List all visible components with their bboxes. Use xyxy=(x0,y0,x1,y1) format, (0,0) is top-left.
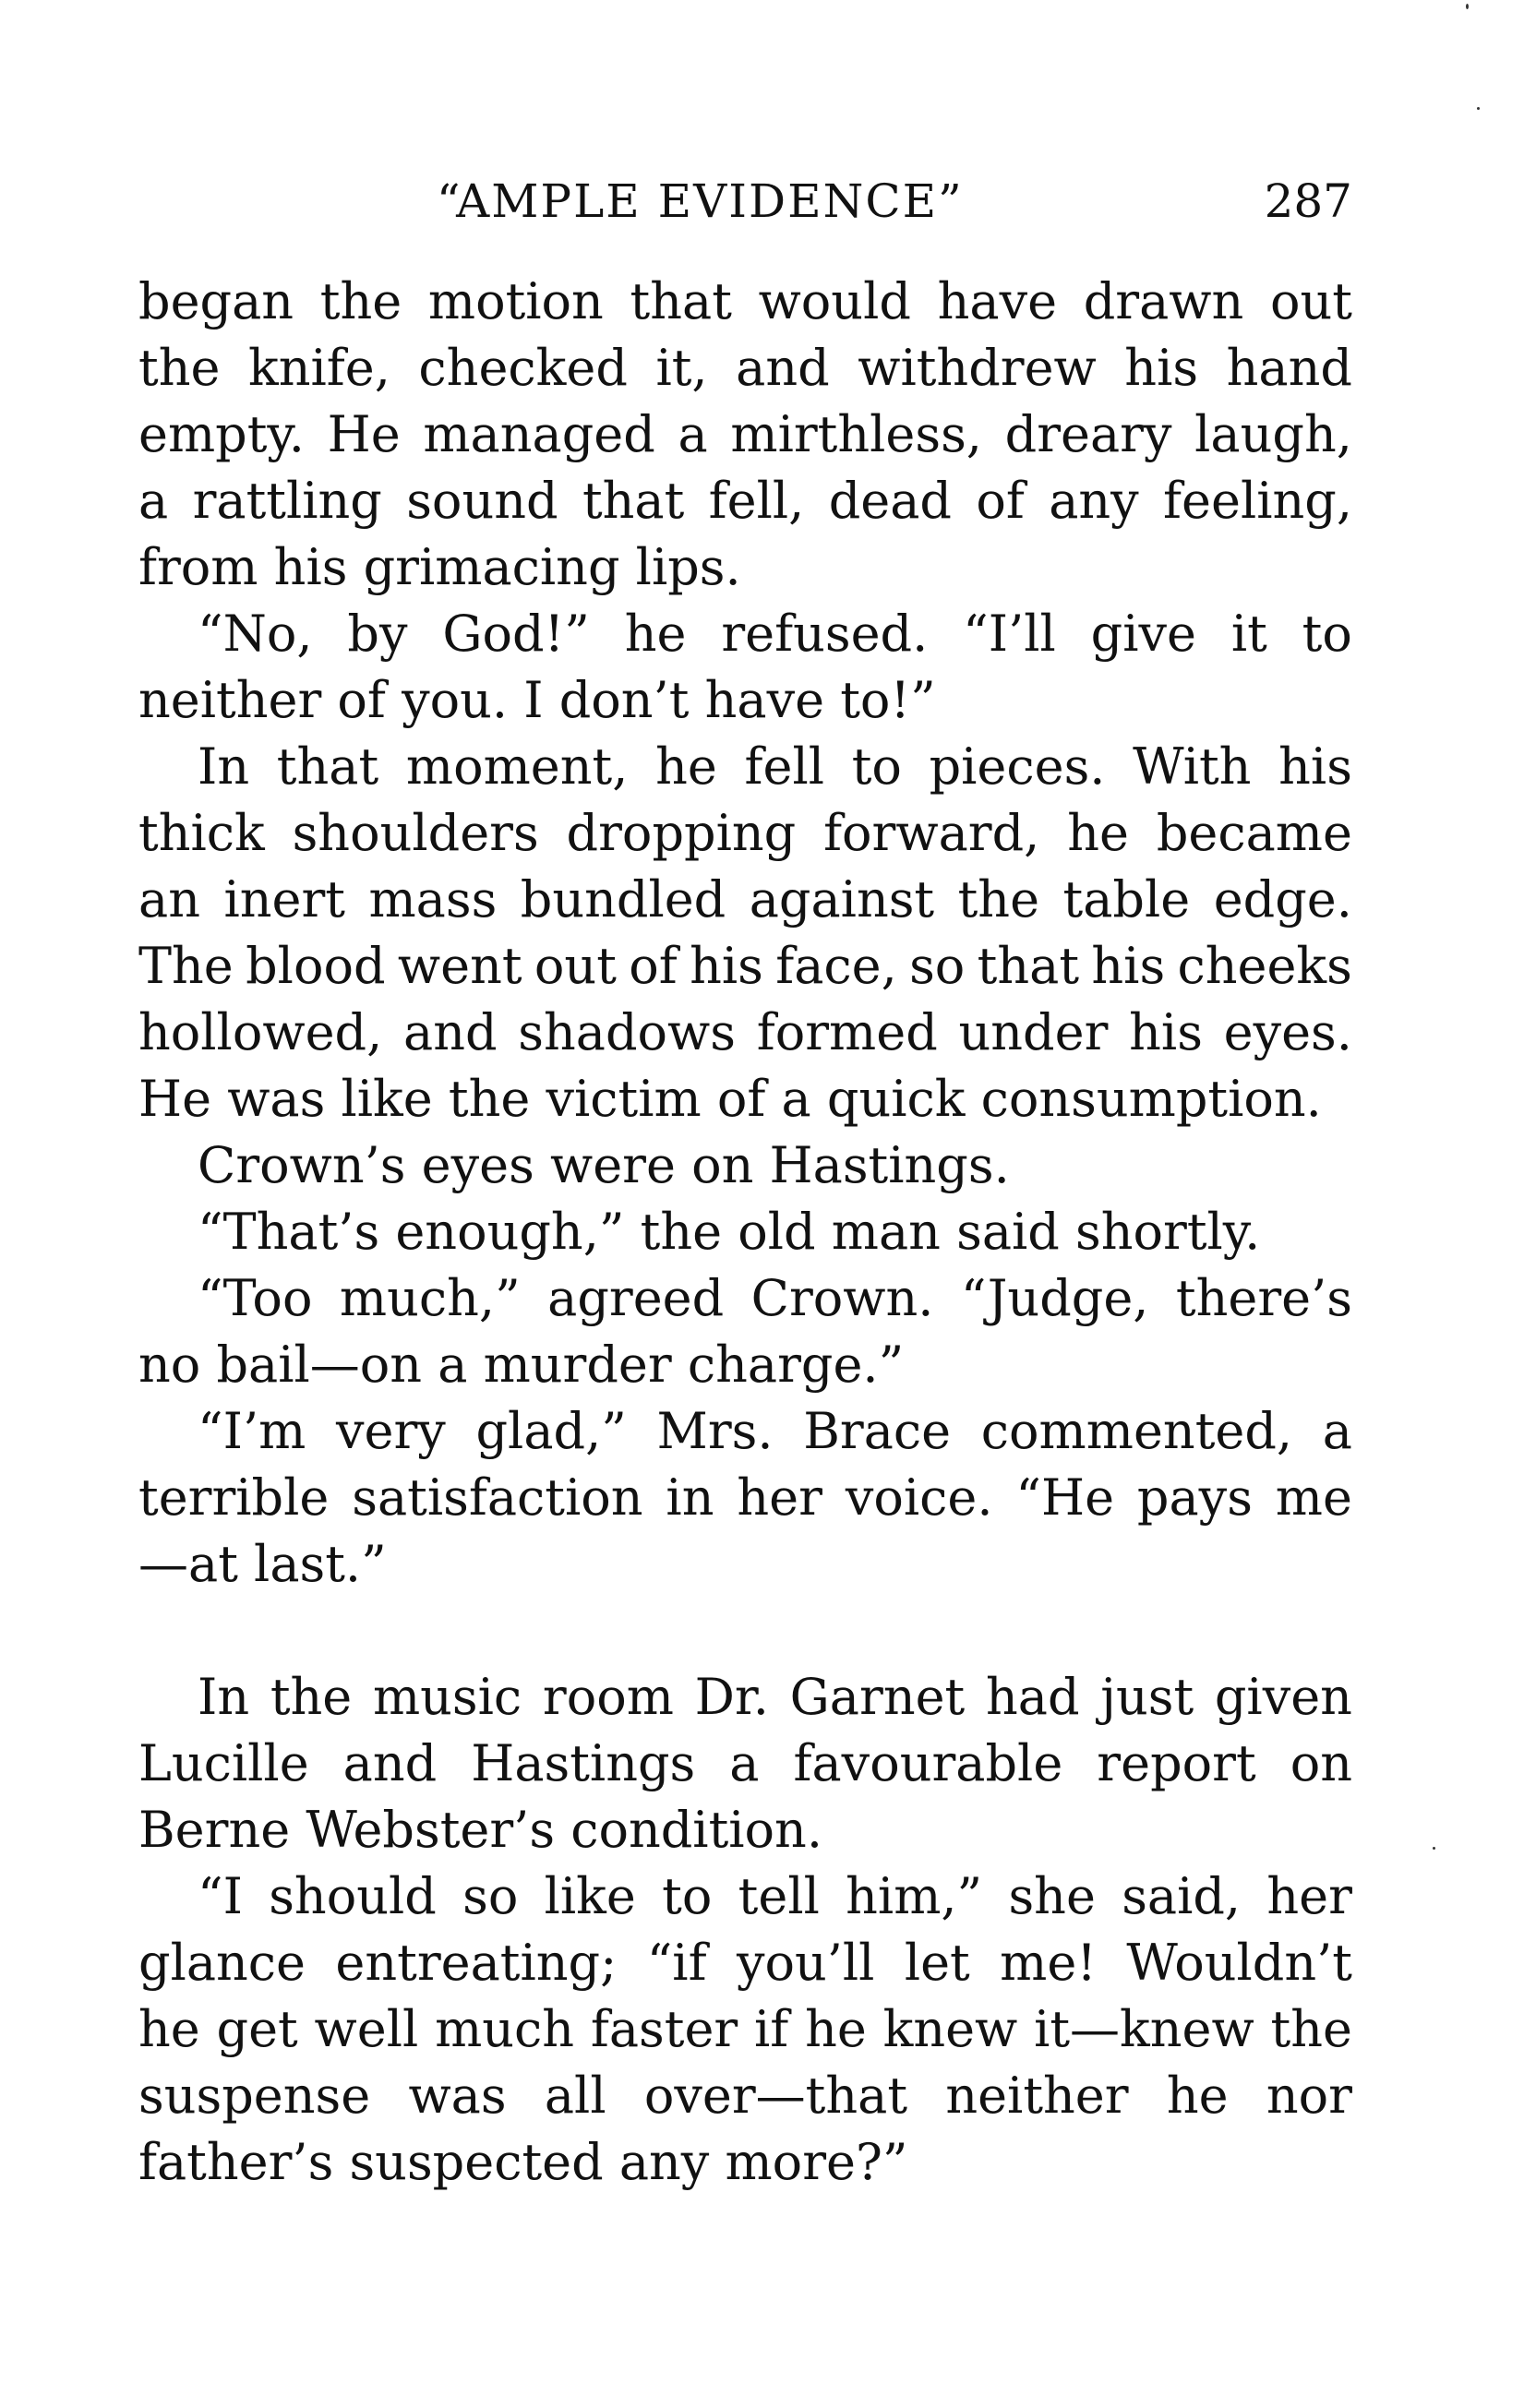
word: knife, xyxy=(247,339,390,397)
word: formed xyxy=(756,1003,938,1061)
word: that xyxy=(582,472,685,530)
word: report xyxy=(1097,1734,1256,1792)
text-line xyxy=(138,800,1352,867)
text-line: from his grimacing lips. xyxy=(138,538,741,596)
scan-speck xyxy=(1433,1847,1435,1850)
word: much xyxy=(435,2000,575,2058)
word: room xyxy=(542,1668,674,1726)
word: shadows xyxy=(518,1003,736,1061)
word: edge. xyxy=(1213,870,1352,928)
word: bundled xyxy=(520,870,726,928)
word: dead xyxy=(828,472,952,530)
text-line xyxy=(138,867,1352,933)
word: of xyxy=(976,472,1025,530)
word: empty. xyxy=(138,405,305,463)
paragraph xyxy=(138,734,1352,1132)
word: hand xyxy=(1226,339,1352,397)
word: his xyxy=(1091,937,1166,995)
word: refused. xyxy=(721,605,929,663)
section-break xyxy=(138,1598,1352,1664)
word: he xyxy=(655,737,717,796)
page-number: 287 xyxy=(1264,174,1352,228)
word: a xyxy=(729,1734,760,1792)
word: her xyxy=(1266,1867,1352,1925)
word: should xyxy=(269,1867,437,1925)
word: the xyxy=(1270,2000,1352,2058)
word: she xyxy=(1008,1867,1096,1925)
word: laugh, xyxy=(1194,405,1352,463)
text-line xyxy=(138,1664,1352,1731)
text-line xyxy=(138,1996,1352,2063)
word: and xyxy=(403,1003,498,1061)
word: and xyxy=(342,1734,438,1792)
word: Dr. xyxy=(694,1668,769,1726)
paragraph xyxy=(138,1664,1352,1863)
page-body xyxy=(138,269,1352,2196)
word: hollowed, xyxy=(138,1003,383,1061)
word: said, xyxy=(1122,1867,1242,1925)
word: under xyxy=(958,1003,1109,1061)
text-line xyxy=(138,401,1352,468)
text-line xyxy=(138,933,1352,1000)
word: Lucille xyxy=(138,1734,309,1792)
word: an xyxy=(138,870,200,928)
word: fell xyxy=(744,737,824,796)
paragraph xyxy=(138,1265,1352,1398)
word: much,” xyxy=(339,1269,521,1327)
word: his xyxy=(690,937,763,995)
word: against xyxy=(749,870,935,928)
word: rattling xyxy=(192,472,382,530)
word: blood xyxy=(246,937,386,995)
text-line: —at last.” xyxy=(138,1535,387,1593)
paragraph xyxy=(138,601,1352,734)
word: eyes. xyxy=(1223,1003,1352,1061)
word: him,” xyxy=(846,1867,983,1925)
word: to xyxy=(1302,605,1352,663)
word: all xyxy=(544,2067,606,2125)
word: a xyxy=(138,472,169,530)
word: would xyxy=(758,272,911,330)
word: shoulders xyxy=(292,804,539,862)
word: that xyxy=(630,272,732,330)
word: to xyxy=(662,1867,713,1925)
word: became xyxy=(1156,804,1352,862)
word: a xyxy=(678,405,708,463)
word: managed xyxy=(423,405,655,463)
word: out xyxy=(1269,272,1352,330)
word: sound xyxy=(406,472,558,530)
word: forward, xyxy=(823,804,1040,862)
word: any xyxy=(1049,472,1139,530)
word: He xyxy=(327,405,401,463)
word: nor xyxy=(1266,2067,1352,2125)
word: it, xyxy=(655,339,708,397)
word: Hastings xyxy=(471,1734,696,1792)
word: the xyxy=(957,870,1040,928)
word: “if xyxy=(646,1934,707,1992)
word: commented, xyxy=(980,1402,1293,1460)
word: entreating; xyxy=(335,1934,618,1992)
word: motion xyxy=(427,272,604,330)
text-line xyxy=(138,601,1352,667)
word: to xyxy=(851,737,902,796)
word: inert xyxy=(223,870,345,928)
text-line xyxy=(138,1731,1352,1797)
text-line xyxy=(138,2063,1352,2129)
text-line: He was like the victim of a quick consumption. xyxy=(138,1070,1322,1128)
word: agreed xyxy=(547,1269,725,1327)
paragraph xyxy=(138,1863,1352,2196)
paragraph xyxy=(138,1199,1352,1265)
word: had xyxy=(985,1668,1080,1726)
word: it xyxy=(1230,605,1267,663)
text-line xyxy=(138,1863,1352,1930)
word: her xyxy=(737,1468,822,1527)
word: feeling, xyxy=(1163,472,1352,530)
word: checked xyxy=(418,339,628,397)
word: God!” xyxy=(442,605,590,663)
word: over—that xyxy=(643,2067,908,2125)
word: In xyxy=(198,737,250,796)
scan-speck xyxy=(1466,4,1469,9)
word: cheeks xyxy=(1177,937,1352,995)
text-line: no bail—on a murder charge.” xyxy=(138,1336,905,1394)
word: voice. xyxy=(845,1468,993,1527)
text-line: Berne Webster’s condition. xyxy=(138,1801,822,1859)
word: of xyxy=(629,937,678,995)
text-line xyxy=(138,734,1352,800)
text-line: father’s suspected any more?” xyxy=(138,2133,908,2191)
word: Brace xyxy=(803,1402,952,1460)
word: you’ll xyxy=(736,1934,875,1992)
word: that xyxy=(977,937,1080,995)
word: if xyxy=(754,2000,789,2058)
word: me xyxy=(1275,1468,1352,1527)
paragraph xyxy=(138,269,1352,601)
text-line: neither of you. I don’t have to!” xyxy=(138,671,936,729)
word: glad,” xyxy=(475,1402,627,1460)
word: give xyxy=(1090,605,1196,663)
word: well xyxy=(314,2000,419,2058)
word: began xyxy=(138,272,294,330)
word: suspense xyxy=(138,2067,371,2125)
word: In xyxy=(198,1668,250,1726)
word: the xyxy=(319,272,402,330)
text-line: “That’s enough,” the old man said shortly. xyxy=(198,1203,1261,1261)
text-line xyxy=(138,1265,1352,1332)
page-header xyxy=(138,164,1352,238)
word: satisfaction xyxy=(352,1468,643,1527)
word: face, xyxy=(775,937,897,995)
word: he xyxy=(138,2000,200,2058)
word: knew xyxy=(882,2000,1018,2058)
word: and xyxy=(736,339,830,397)
word: moment, xyxy=(405,737,629,796)
word: Wouldn’t xyxy=(1126,1934,1352,1992)
word: was xyxy=(408,2067,507,2125)
word: a xyxy=(1322,1402,1352,1460)
word: the xyxy=(138,339,221,397)
word: me! xyxy=(1000,1934,1098,1992)
word: like xyxy=(544,1867,636,1925)
word: that xyxy=(276,737,379,796)
scan-speck xyxy=(1477,107,1480,110)
word: have xyxy=(937,272,1058,330)
word: he xyxy=(1067,804,1129,862)
word: let xyxy=(904,1934,970,1992)
word: he xyxy=(624,605,687,663)
word: withdrew xyxy=(858,339,1097,397)
paragraph xyxy=(138,1132,1352,1199)
word: faster xyxy=(590,2000,738,2058)
word: The xyxy=(138,937,234,995)
word: favourable xyxy=(793,1734,1063,1792)
word: in xyxy=(666,1468,714,1527)
word: pieces. xyxy=(929,737,1106,796)
word: went xyxy=(397,937,522,995)
word: glance xyxy=(138,1934,306,1992)
paragraph xyxy=(138,1398,1352,1598)
word: table xyxy=(1062,870,1191,928)
word: he xyxy=(1166,2067,1229,2125)
word: Crown. xyxy=(750,1269,934,1327)
word: his xyxy=(1278,737,1352,796)
word: he xyxy=(805,2000,867,2058)
text-line: Crown’s eyes were on Hastings. xyxy=(198,1136,1010,1194)
word: so xyxy=(462,1867,519,1925)
word: fell, xyxy=(708,472,805,530)
word: his xyxy=(1129,1003,1203,1061)
text-line xyxy=(138,269,1352,335)
word: With xyxy=(1133,737,1252,796)
word: mirthless, xyxy=(730,405,982,463)
word: very xyxy=(336,1402,446,1460)
word: dreary xyxy=(1004,405,1172,463)
word: tell xyxy=(738,1867,820,1925)
word: “I xyxy=(198,1867,243,1925)
word: so xyxy=(909,937,966,995)
word: “I’ll xyxy=(963,605,1056,663)
word: “No, xyxy=(198,605,313,663)
word: “Judge, xyxy=(960,1269,1149,1327)
word: “Too xyxy=(198,1269,313,1327)
word: Garnet xyxy=(789,1668,966,1726)
word: pays xyxy=(1136,1468,1253,1527)
word: Mrs. xyxy=(656,1402,774,1460)
text-line xyxy=(138,335,1352,401)
word: out xyxy=(534,937,617,995)
word: there’s xyxy=(1175,1269,1352,1327)
text-line xyxy=(138,1930,1352,1996)
word: “I’m xyxy=(198,1402,306,1460)
word: by xyxy=(347,605,408,663)
word: music xyxy=(372,1668,522,1726)
word: “He xyxy=(1015,1468,1115,1527)
word: get xyxy=(216,2000,298,2058)
word: terrible xyxy=(138,1468,330,1527)
word: neither xyxy=(945,2067,1129,2125)
word: the xyxy=(270,1668,353,1726)
word: just xyxy=(1100,1668,1194,1726)
word: mass xyxy=(368,870,498,928)
word: on xyxy=(1290,1734,1352,1792)
word: dropping xyxy=(566,804,797,862)
text-line xyxy=(138,468,1352,534)
word: his xyxy=(1124,339,1199,397)
word: thick xyxy=(138,804,265,862)
word: drawn xyxy=(1083,272,1244,330)
word: it—knew xyxy=(1034,2000,1254,2058)
text-line xyxy=(138,1398,1352,1465)
text-line xyxy=(138,1000,1352,1066)
word: given xyxy=(1214,1668,1352,1726)
running-head: “AMPLE EVIDENCE” xyxy=(437,174,964,228)
text-line xyxy=(138,1465,1352,1531)
